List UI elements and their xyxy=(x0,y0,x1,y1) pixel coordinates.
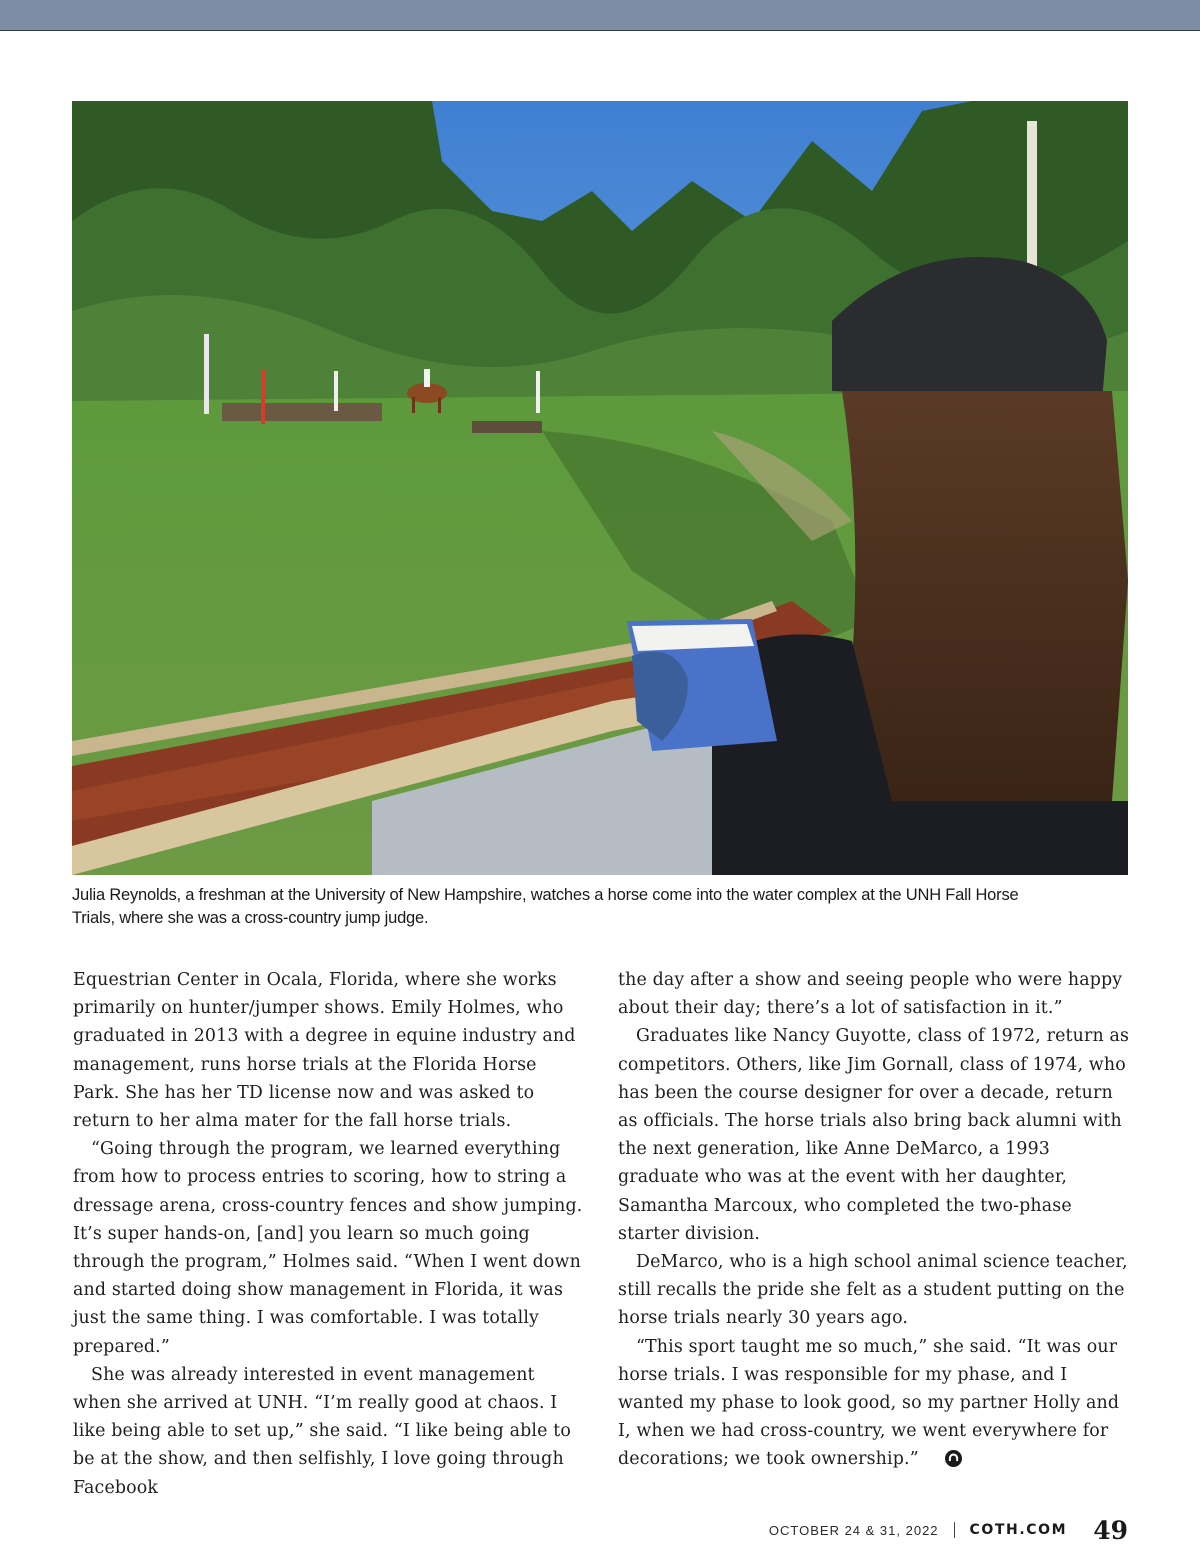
paragraph: “Going through the program, we learned everything from how to process entries to scoring, how to string a dressage arena, cross-country fences and show jumping. It’s super hands-on, [and] you learn so much going through the program,” Holmes said. “When I went down and started doing show management in Florida, it was just the same thing. I was comfortable. I was totally prepared.” xyxy=(73,1139,583,1357)
paragraph: She was already interested in event management when she arrived at UNH. “I’m really good at chaos. I like being able to set up,” she said. “I like being able to be at the show, and then selfishly, I love going through Facebook xyxy=(73,1364,572,1498)
top-color-band xyxy=(0,0,1200,31)
paragraph-last xyxy=(618,1333,1130,1474)
paragraph: DeMarco, who is a high school animal science teacher, still recalls the pride she felt as a student putting on the horse trials nearly 30 years ago. xyxy=(618,1252,1128,1329)
article-column-left xyxy=(73,966,585,1502)
horseshoe-end-mark-icon xyxy=(927,1448,944,1465)
footer-divider xyxy=(954,1522,955,1538)
photo-caption: Julia Reynolds, a freshman at the University of New Hampshire, watches a horse come into the water complex at the UNH Fall Horse Trials, where she was a cross-country jump judge. xyxy=(72,886,1019,927)
event-photo xyxy=(72,101,1128,875)
article-column-right xyxy=(618,966,1130,1474)
site-name: COTH.COM xyxy=(969,1522,1068,1538)
paragraph: the day after a show and seeing people who were happy about their day; there’s a lot of satisfaction in it.” xyxy=(618,970,1123,1019)
paragraph: Graduates like Nancy Guyotte, class of 1972, return as competitors. Others, like Jim Gornall, class of 1974, who has been the course designer for over a decade, return as officials. The horse trials also bring back alumni with the next generation, like Anne DeMarco, a 1993 graduate who was at the event with her daughter, Samantha Marcoux, who completed the two-phase starter division. xyxy=(618,1026,1130,1244)
page-footer xyxy=(769,1510,1128,1550)
paragraph: Equestrian Center in Ocala, Florida, where she works primarily on hunter/jumper shows. Emily Holmes, who graduated in 2013 with a degree in equine industry and management, runs horse trials at the Florida Horse Park. She has her TD license now and was asked to return to her alma mater for the fall horse trials. xyxy=(73,970,576,1132)
page-number: 49 xyxy=(1093,1515,1128,1545)
issue-date: OCTOBER 24 & 31, 2022 xyxy=(768,1522,939,1538)
paragraph-text: “This sport taught me so much,” she said. “It was our horse trials. I was responsible for my phase, and I wanted my phase to look good, so my partner Holly and I, when we had cross-country, we went everywhere for decorations; we took ownership.” xyxy=(618,1336,1120,1470)
